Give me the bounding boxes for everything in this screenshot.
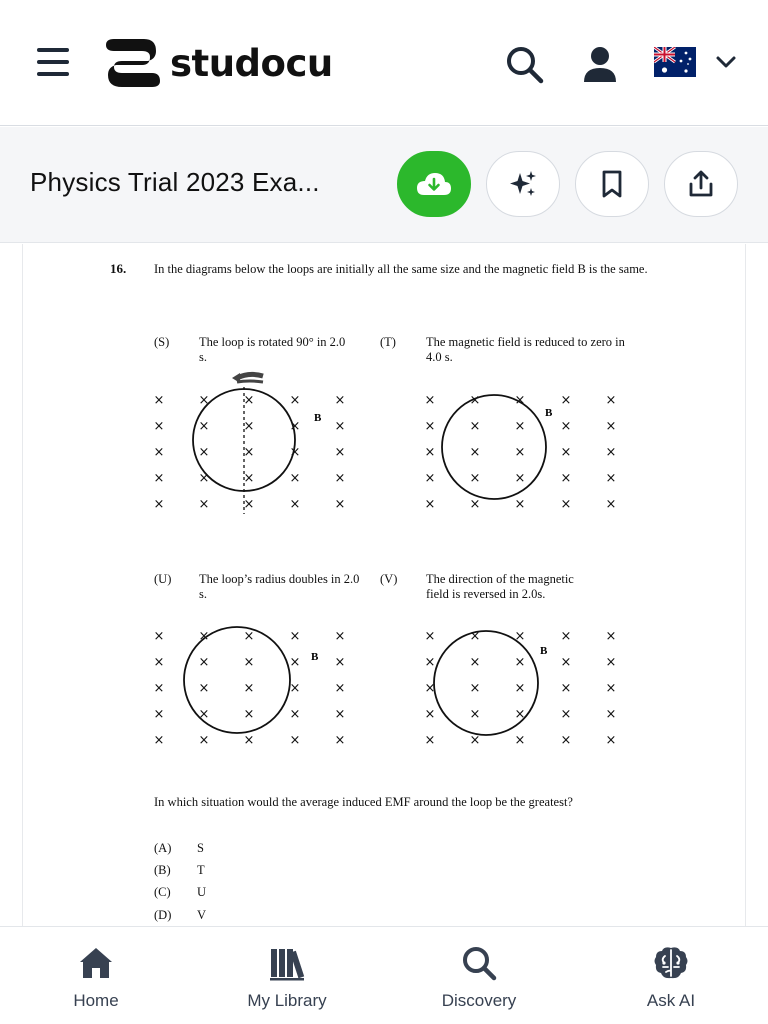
search-icon (459, 943, 499, 983)
field-cross: × (560, 497, 572, 512)
field-cross: × (289, 419, 301, 434)
field-cross: × (424, 707, 436, 722)
search-icon[interactable] (502, 42, 546, 86)
field-cross: × (514, 497, 526, 512)
field-crosses (154, 393, 617, 748)
question-prompt: In which situation would the average induced EMF around the loop be the greatest? (154, 795, 573, 809)
field-cross: × (153, 655, 165, 670)
field-cross: × (560, 733, 572, 748)
field-cross: × (243, 707, 255, 722)
nav-home-label: Home (73, 991, 119, 1010)
magnetic-field-diagrams (23, 244, 746, 764)
nav-ask-ai[interactable] (596, 943, 746, 1011)
field-cross: × (334, 393, 346, 408)
australia-flag-icon (654, 47, 696, 77)
field-cross: × (424, 393, 436, 408)
field-cross: × (334, 707, 346, 722)
field-cross: × (198, 471, 210, 486)
home-icon (76, 943, 116, 983)
field-cross: × (469, 497, 481, 512)
document-title: Physics Trial 2023 Exa... (30, 167, 320, 197)
field-cross: × (289, 497, 301, 512)
diagram-v-caption: The direction of the magnetic field is reversed in 2.0s. (426, 572, 574, 601)
field-cross: × (514, 445, 526, 460)
rotation-arrow-icon (232, 373, 263, 383)
option-d-value: V (197, 908, 207, 922)
field-cross: × (605, 393, 617, 408)
brand-name: studocu (170, 41, 333, 85)
field-cross: × (514, 681, 526, 696)
field-cross: × (153, 629, 165, 644)
field-cross: × (469, 733, 481, 748)
field-cross: × (153, 707, 165, 722)
field-cross: × (153, 471, 165, 486)
option-c-letter: (C) (154, 885, 171, 899)
loop-t (442, 395, 546, 499)
question-number: 16. (110, 261, 127, 276)
field-cross: × (334, 471, 346, 486)
field-cross: × (334, 497, 346, 512)
field-cross: × (198, 445, 210, 460)
diagram-u-letter: (U) (154, 572, 172, 586)
field-cross: × (334, 629, 346, 644)
field-cross: × (605, 445, 617, 460)
sparkles-icon (507, 168, 539, 200)
bookmark-icon (598, 169, 626, 199)
field-cross: × (469, 419, 481, 434)
share-button[interactable] (664, 151, 738, 217)
field-cross: × (243, 681, 255, 696)
field-label-u: B (311, 651, 319, 663)
field-cross: × (289, 393, 301, 408)
field-cross: × (243, 733, 255, 748)
bottom-navigation (0, 926, 768, 1024)
nav-my-library[interactable] (212, 943, 362, 1011)
field-cross: × (289, 655, 301, 670)
field-cross: × (605, 471, 617, 486)
download-button[interactable] (397, 151, 471, 217)
field-cross: × (198, 655, 210, 670)
hamburger-icon[interactable] (37, 48, 69, 76)
field-cross: × (243, 445, 255, 460)
diagram-v-letter: (V) (380, 572, 398, 586)
top-header (0, 0, 768, 126)
nav-home[interactable] (21, 943, 171, 1011)
field-cross: × (153, 681, 165, 696)
field-cross: × (289, 445, 301, 460)
field-cross: × (198, 497, 210, 512)
field-cross: × (243, 471, 255, 486)
studocu-logo[interactable] (104, 36, 333, 90)
field-cross: × (605, 707, 617, 722)
field-cross: × (605, 681, 617, 696)
user-icon[interactable] (578, 42, 622, 86)
field-label-t: B (545, 407, 553, 419)
field-cross: × (153, 445, 165, 460)
field-cross: × (334, 681, 346, 696)
option-d-letter: (D) (154, 908, 172, 922)
field-cross: × (153, 497, 165, 512)
field-cross: × (469, 393, 481, 408)
field-cross: × (560, 393, 572, 408)
field-cross: × (289, 707, 301, 722)
nav-ask-ai-label: Ask AI (646, 991, 696, 1010)
diagram-s-letter: (S) (154, 335, 170, 349)
field-cross: × (514, 707, 526, 722)
field-cross: × (469, 681, 481, 696)
field-cross: × (560, 471, 572, 486)
diagram-s-caption: The loop is rotated 90° in 2.0 s. (199, 335, 346, 364)
nav-discovery-label: Discovery (441, 991, 517, 1010)
field-cross: × (289, 471, 301, 486)
language-selector[interactable] (654, 47, 744, 79)
field-cross: × (560, 629, 572, 644)
option-b-letter: (B) (154, 863, 171, 877)
share-icon (686, 169, 716, 199)
field-cross: × (334, 445, 346, 460)
field-cross: × (514, 733, 526, 748)
field-cross: × (198, 419, 210, 434)
field-cross: × (153, 419, 165, 434)
bookmark-button[interactable] (575, 151, 649, 217)
field-cross: × (514, 629, 526, 644)
field-cross: × (605, 419, 617, 434)
option-b-value: T (197, 863, 205, 877)
field-cross: × (560, 655, 572, 670)
field-cross: × (153, 393, 165, 408)
field-cross: × (424, 497, 436, 512)
field-cross: × (560, 681, 572, 696)
nav-my-library-label: My Library (247, 991, 327, 1010)
field-cross: × (424, 445, 436, 460)
field-cross: × (289, 733, 301, 748)
field-cross: × (198, 733, 210, 748)
document-toolbar (0, 127, 768, 243)
document-page (22, 244, 746, 926)
diagram-u-caption: The loop’s radius doubles in 2.0 s. (199, 572, 360, 601)
field-cross: × (560, 419, 572, 434)
diagram-t-letter: (T) (380, 335, 396, 349)
cloud-download-icon (415, 169, 453, 199)
chevron-down-icon (714, 50, 738, 74)
field-cross: × (469, 655, 481, 670)
field-cross: × (198, 681, 210, 696)
nav-discovery[interactable] (404, 943, 554, 1011)
field-cross: × (243, 393, 255, 408)
field-cross: × (514, 393, 526, 408)
field-cross: × (605, 497, 617, 512)
field-cross: × (289, 629, 301, 644)
field-cross: × (424, 733, 436, 748)
field-cross: × (424, 419, 436, 434)
option-c-value: U (197, 885, 207, 899)
field-cross: × (514, 471, 526, 486)
field-cross: × (560, 707, 572, 722)
field-cross: × (334, 655, 346, 670)
field-label-s: B (314, 412, 322, 424)
field-cross: × (469, 445, 481, 460)
field-cross: × (514, 419, 526, 434)
field-cross: × (424, 629, 436, 644)
field-cross: × (243, 497, 255, 512)
field-cross: × (605, 655, 617, 670)
field-cross: × (469, 707, 481, 722)
field-cross: × (605, 733, 617, 748)
field-cross: × (198, 629, 210, 644)
field-cross: × (469, 629, 481, 644)
brain-icon (651, 943, 691, 983)
field-label-v: B (540, 645, 548, 657)
field-cross: × (289, 681, 301, 696)
field-cross: × (424, 655, 436, 670)
field-cross: × (334, 733, 346, 748)
field-cross: × (153, 733, 165, 748)
diagram-t-caption: The magnetic field is reduced to zero in 4.0 s. (426, 335, 625, 364)
field-cross: × (514, 655, 526, 670)
question-text: In the diagrams below the loops are initially all the same size and the magnetic field B is the same. (154, 262, 648, 276)
field-cross: × (243, 655, 255, 670)
option-a-letter: (A) (154, 841, 172, 855)
field-cross: × (198, 707, 210, 722)
field-cross: × (334, 419, 346, 434)
loop-u (184, 627, 290, 733)
field-cross: × (243, 629, 255, 644)
field-cross: × (424, 681, 436, 696)
library-icon (267, 943, 307, 983)
field-cross: × (605, 629, 617, 644)
field-cross: × (424, 471, 436, 486)
field-cross: × (560, 445, 572, 460)
field-cross: × (469, 471, 481, 486)
option-a-value: S (197, 841, 204, 855)
field-cross: × (198, 393, 210, 408)
ai-button[interactable] (486, 151, 560, 217)
field-cross: × (243, 419, 255, 434)
studocu-logo-mark-icon (104, 37, 162, 89)
